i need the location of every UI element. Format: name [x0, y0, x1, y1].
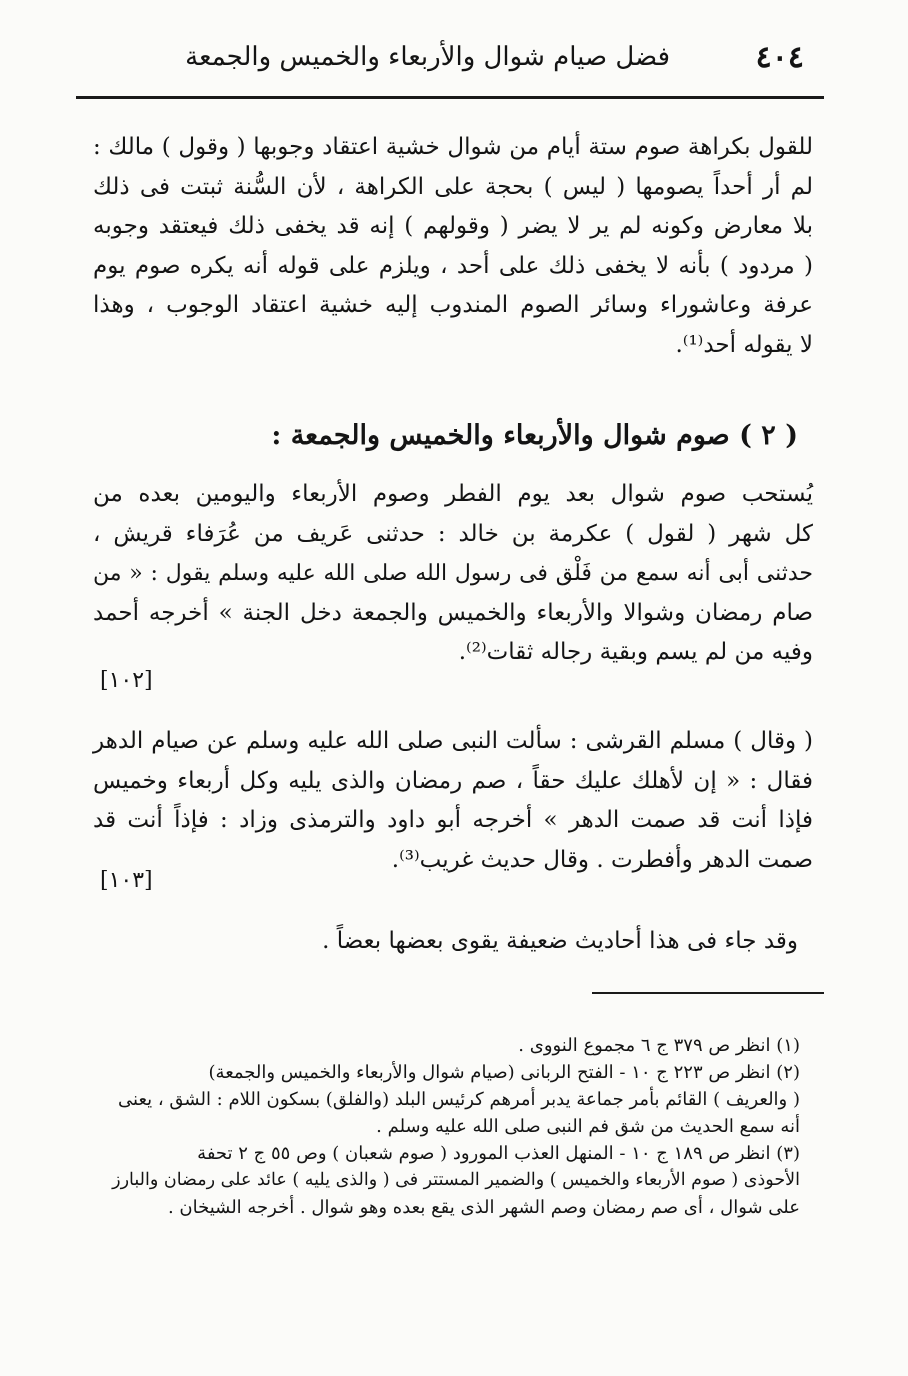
paragraph-line: فإذا أنت قد صمت الدهر » أخرجه أبو داود والترمذى وزاد : فإذاً أنت قد [93, 807, 813, 833]
paragraph-line: ( مردود ) بأنه لا يخفى ذلك على أحد ، ويلزم على قوله أنه يكره صوم يوم [93, 252, 813, 279]
footnote-line: (١) انظر ص ٣٧٩ ج ٦ مجموع النووى . [518, 1035, 800, 1056]
running-title: فضل صيام شوال والأربعاء والخميس والجمعة [185, 42, 670, 72]
section-heading: ( ٢ ) صوم شوال والأربعاء والخميس والجمعة : [271, 420, 798, 451]
paragraph-line: ( وقال ) مسلم القرشى : سألت النبى صلى الله عليه وسلم عن صيام الدهر [93, 728, 813, 754]
footnote-line: (٢) انظر ص ٢٢٣ ج ١٠ - الفتح الربانى (صيام شوال والأربعاء والخميس والجمعة) [208, 1062, 800, 1083]
paragraph-line: للقول بكراهة صوم ستة أيام من شوال خشية اعتقاد وجوبها ( وقول ) مالك : [93, 134, 813, 160]
footnotes [100, 1032, 800, 1221]
footnote-line: ( والعريف ) القائم بأمر جماعة يدبر أمرهم كرئيس البلد (والفلق) بسكون اللام : الشق ، يعنى [118, 1089, 800, 1110]
closing-line: وقد جاء فى هذا أحاديث ضعيفة يقوى بعضها بعضاً . [322, 928, 798, 954]
paragraph-line: صمت الدهر وأفطرت . وقال حديث غريب⁽³⁾. [391, 846, 813, 873]
paragraph-line: عرفة وعاشوراء وسائر الصوم المندوب إليه خشية اعتقاد الوجوب ، وهذا [93, 292, 813, 318]
paragraph-line: وفيه من لم يسم وبقية رجاله ثقات⁽²⁾. [458, 639, 813, 665]
paragraph-line: بلا معارض وكونه لم ير لا يضر ( وقولهم ) إنه قد يخفى ذلك فيعتقد وجوبه [93, 213, 813, 239]
paragraph-line: حدثنى أبى أنه سمع من فَلْق فى رسول الله صلى الله عليه وسلم يقول : « من [93, 561, 813, 586]
paragraph-line: لا يقوله أحد⁽¹⁾. [675, 331, 813, 358]
paragraph-3 [93, 722, 813, 880]
footnote-rule [592, 992, 824, 994]
page-header [80, 30, 820, 90]
footnote-line: على شوال ، أى صم رمضان وصم الشهر الذى يقع بعده وهو شوال . أخرجه الشيخان . [167, 1197, 800, 1218]
paragraph-line: كل شهر ( لقول ) عكرمة بن خالد : حدثنى عَريف من عُرَفاء قريش ، [93, 520, 813, 547]
paragraph-line: لم أر أحداً يصومها ( ليس ) بحجة على الكراهة ، لأن السُّنة ثبتت فى ذلك [93, 173, 813, 200]
paragraph-1 [93, 128, 813, 365]
footnote-line: الأحوذى ( صوم الأربعاء والخميس ) والضمير المستتر فى ( والذى يليه ) عائد على رمضان والبارز [112, 1170, 800, 1190]
footnote-line: (٣) انظر ص ١٨٩ ج ١٠ - المنهل العذب المورود ( صوم شعبان ) وص ٥٥ ج ٢ تحفة [197, 1143, 800, 1164]
paragraph-line: يُستحب صوم شوال بعد يوم الفطر وصوم الأربعاء واليومين بعده من [93, 481, 813, 507]
reference-marker: [١٠٢] [100, 668, 153, 693]
paragraph-2 [93, 475, 813, 673]
page-number: ٤٠٤ [755, 40, 804, 75]
footnote-line: أنه سمع الحديث من شق فم النبى صلى الله عليه وسلم . [376, 1116, 800, 1137]
paragraph-line: صام رمضان وشوالا والأربعاء والخميس والجمعة دخل الجنة » أخرجه أحمد [93, 599, 813, 626]
reference-marker: [١٠٣] [100, 868, 153, 893]
paragraph-line: فقال : « إن لأهلك عليك حقاً ، صم رمضان والذى يليه وكل أربعاء وخميس [93, 767, 813, 794]
header-rule [76, 96, 824, 99]
